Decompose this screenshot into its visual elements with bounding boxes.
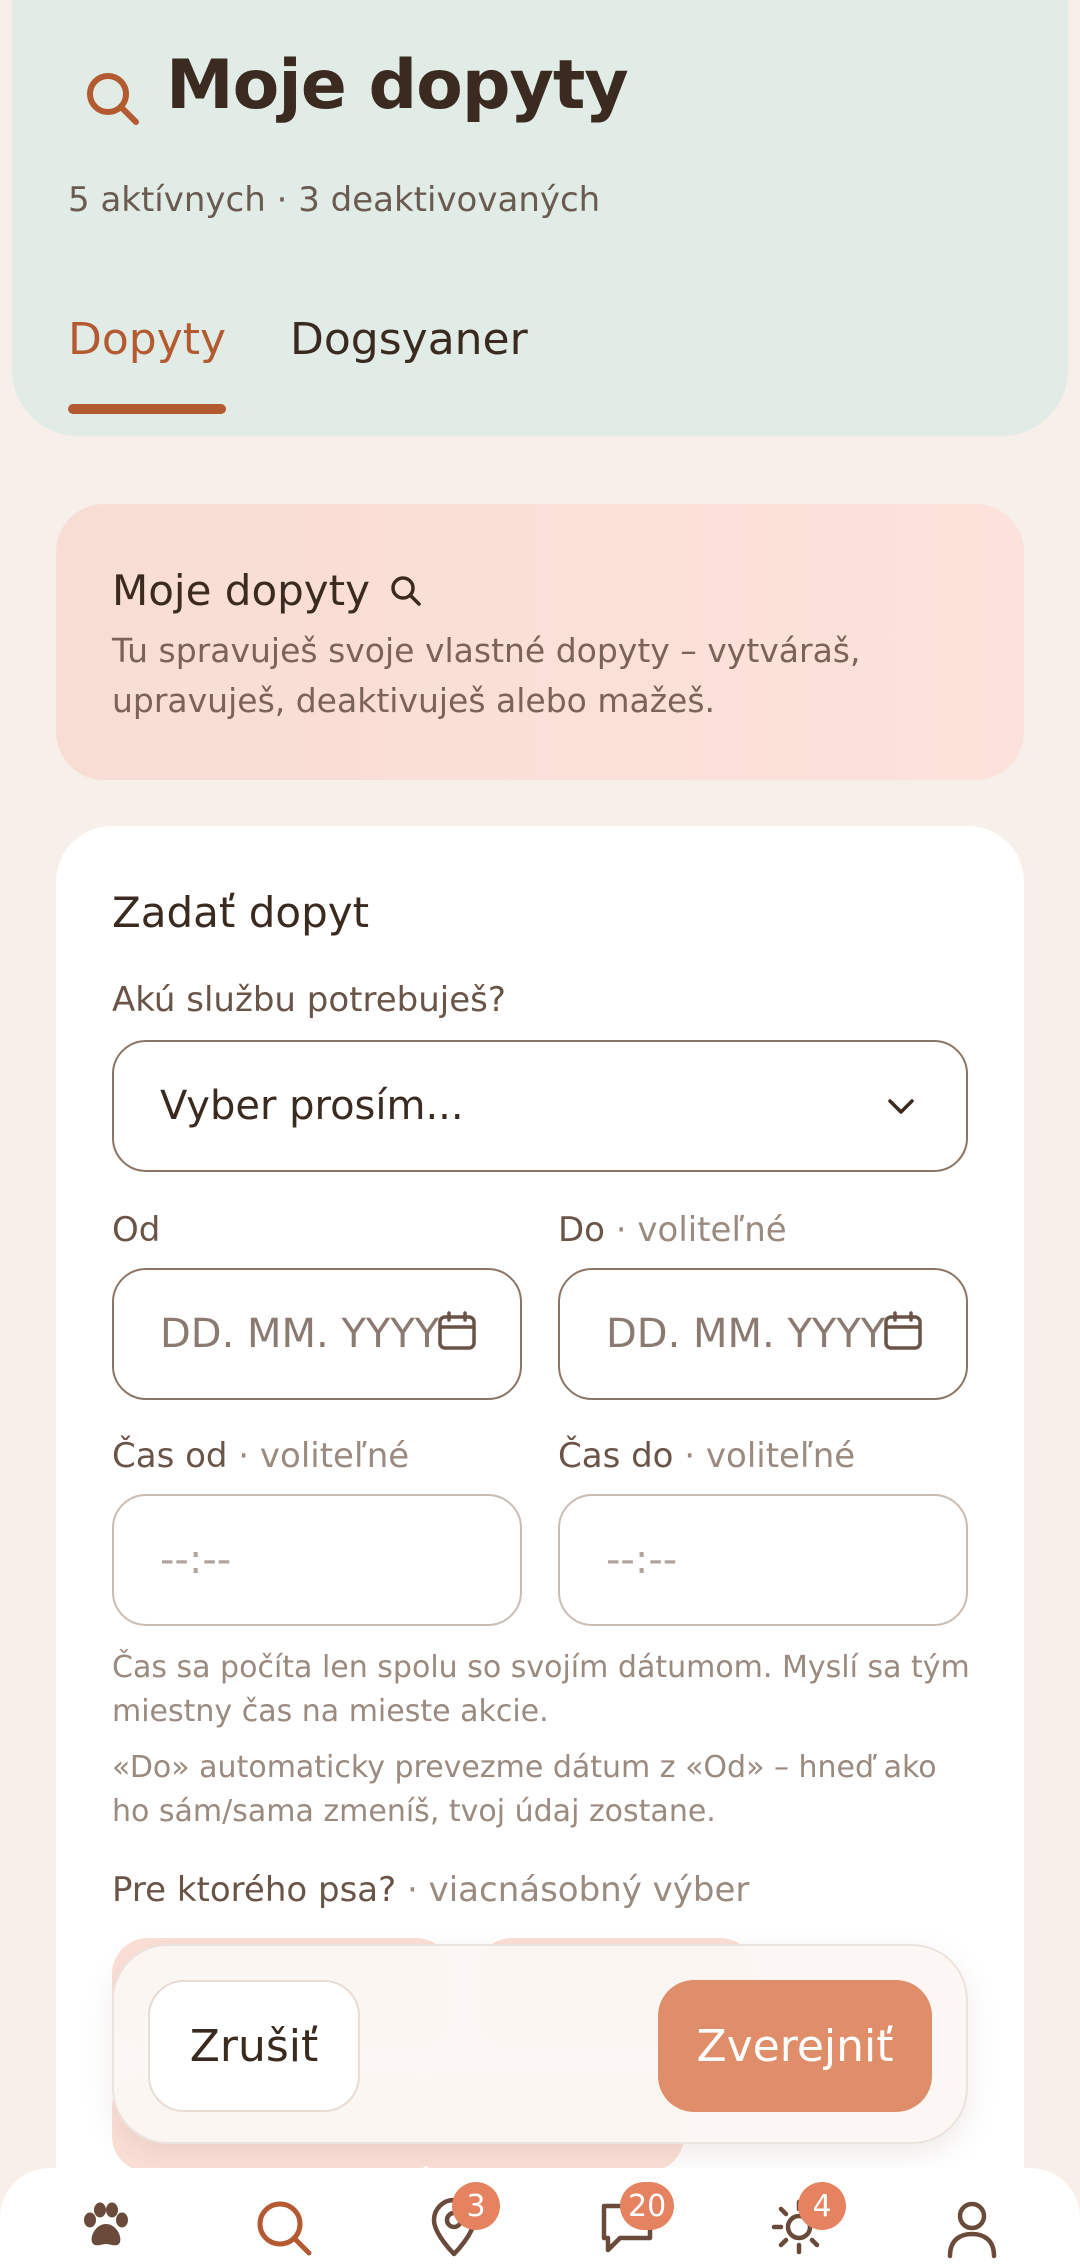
nav-item-notifications[interactable]: [770, 2188, 832, 2258]
tab-dogsyaner[interactable]: Dogsyaner: [290, 314, 528, 365]
time-from-placeholder: --:--: [160, 1537, 232, 1583]
calendar-icon: [882, 1310, 924, 1352]
chat-badge: 20: [620, 2182, 674, 2230]
page-header: [12, 0, 1068, 436]
date-help-text: «Do» automaticky prevezme dátum z «Od» – hneď ako ho sám/sama zmeníš, tvoj údaj zostane.: [112, 1750, 937, 1829]
to-date-input[interactable]: [558, 1268, 968, 1400]
calendar-icon: [436, 1310, 478, 1352]
info-card-title: Moje dopyty: [112, 566, 424, 615]
location-badge: 3: [452, 2182, 500, 2230]
publish-button[interactable]: Zverejniť: [658, 1980, 932, 2112]
time-from-label: Čas od · voliteľné: [112, 1436, 410, 1476]
info-card-description: Tu spravuješ svoje vlastné dopyty – vytváraš, upravuješ, deaktivuješ alebo mažeš.: [112, 631, 861, 720]
time-to-placeholder: --:--: [606, 1537, 678, 1583]
form-title: Zadať dopyt: [112, 888, 370, 937]
time-help-text: Čas sa počíta len spolu so svojím dátumom. Myslí sa tým miestny čas na mieste akcie.: [112, 1650, 970, 1729]
bottom-navigation: [0, 2168, 1080, 2268]
paw-icon: [78, 2198, 134, 2254]
search-icon: [388, 573, 424, 609]
tab-dopyty[interactable]: Dopyty: [68, 314, 227, 365]
to-date-placeholder: DD. MM. YYYY: [606, 1311, 886, 1357]
service-select[interactable]: [112, 1040, 968, 1172]
from-date-placeholder: DD. MM. YYYY: [160, 1311, 440, 1357]
service-select-value: Vyber prosím...: [160, 1083, 464, 1129]
nav-item-location[interactable]: [426, 2188, 486, 2258]
search-icon: [84, 70, 142, 128]
page-title: Moje dopyty: [166, 46, 628, 125]
nav-item-chat[interactable]: [598, 2188, 667, 2258]
notifications-badge: 4: [798, 2182, 846, 2230]
search-icon: [254, 2198, 314, 2258]
from-date-input[interactable]: [112, 1268, 522, 1400]
to-date-label: Do · voliteľné: [558, 1210, 787, 1250]
nav-item-search[interactable]: [254, 2198, 314, 2258]
page-subtitle: 5 aktívnych · 3 deaktivovaných: [68, 180, 601, 220]
active-tab-indicator: [68, 404, 226, 414]
time-to-input[interactable]: [558, 1494, 968, 1626]
time-to-label: Čas do · voliteľné: [558, 1436, 856, 1476]
cancel-button[interactable]: Zrušiť: [148, 1980, 360, 2112]
service-label: Akú službu potrebuješ?: [112, 980, 506, 1020]
nav-item-paw[interactable]: [78, 2198, 138, 2258]
info-card: [56, 504, 1024, 780]
time-from-input[interactable]: [112, 1494, 522, 1626]
chevron-down-icon: [886, 1096, 916, 1118]
form-action-bar: [112, 1944, 968, 2144]
from-date-label: Od: [112, 1210, 161, 1250]
nav-item-profile[interactable]: [944, 2198, 1004, 2258]
dog-select-label: Pre ktorého psa? · viacnásobný výber: [112, 1870, 750, 1910]
profile-icon: [944, 2198, 1000, 2258]
